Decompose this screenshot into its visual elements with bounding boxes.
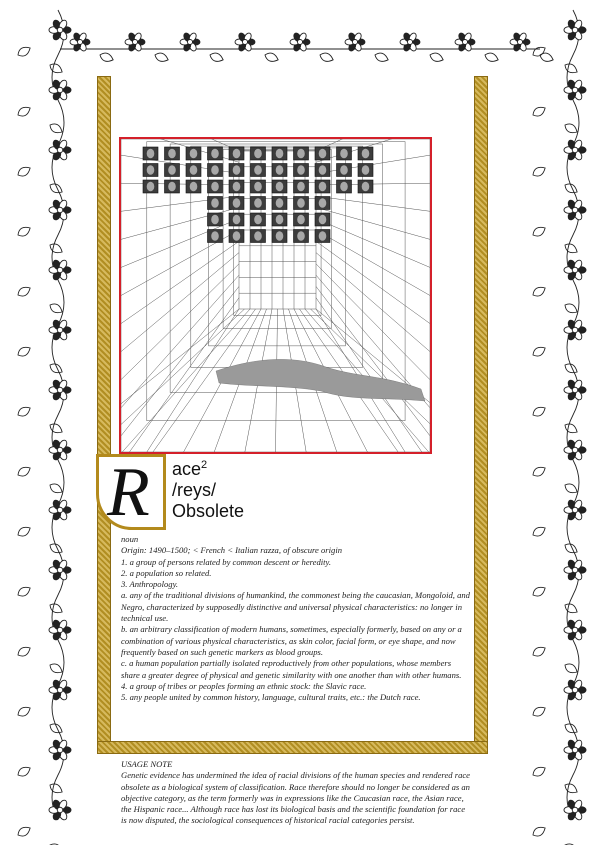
portrait-tile bbox=[358, 180, 373, 193]
leaf-ornament bbox=[48, 122, 64, 136]
leaf-ornament bbox=[563, 602, 579, 616]
leaf-ornament bbox=[429, 51, 445, 63]
leaf-ornament bbox=[16, 105, 32, 119]
usage-note-heading: USAGE NOTE bbox=[121, 759, 173, 769]
portrait-tile bbox=[315, 213, 330, 226]
headword-block bbox=[172, 455, 244, 522]
portrait-tile bbox=[337, 164, 352, 177]
drop-cap-letter: R bbox=[107, 454, 150, 531]
definition-line: 4. a group of tribes or peoples forming an ethnic stock: the Slavic race. bbox=[121, 680, 367, 691]
leaf-ornament bbox=[16, 405, 32, 419]
status-label: Obsolete bbox=[172, 501, 245, 521]
portrait-tile bbox=[294, 197, 309, 210]
leaf-ornament bbox=[531, 45, 547, 59]
portrait-tile bbox=[272, 213, 287, 226]
portrait-tile bbox=[208, 164, 223, 177]
portrait-tile bbox=[294, 230, 309, 243]
leaf-ornament bbox=[531, 765, 547, 779]
leaf-ornament bbox=[531, 405, 547, 419]
leaf-ornament bbox=[539, 51, 555, 63]
leaf-ornament bbox=[563, 362, 579, 376]
part-of-speech: noun bbox=[121, 534, 139, 544]
portrait-tile bbox=[272, 180, 287, 193]
leaf-ornament bbox=[16, 285, 32, 299]
portrait-tile bbox=[272, 147, 287, 160]
definition-line: a. any of the traditional divisions of humankind, the commonest being the caucasian, Mongoloid, and Negro, characterized by supposedly distinctive and universal physical characteristics: no longer in technical use. bbox=[121, 590, 470, 624]
gold-frame-right bbox=[474, 76, 488, 754]
leaf-ornament bbox=[563, 542, 579, 556]
leaf-ornament bbox=[48, 182, 64, 196]
leaf-ornament bbox=[48, 662, 64, 676]
leaf-ornament bbox=[16, 225, 32, 239]
perspective-grid-artwork bbox=[119, 137, 432, 454]
leaf-ornament bbox=[531, 525, 547, 539]
portrait-tile bbox=[143, 147, 158, 160]
leaf-ornament bbox=[531, 345, 547, 359]
definition-line: c. a human population partially isolated reproductively from other populations, whose members share a greater degree of physical and genetic similarity with one another than with other humans. bbox=[121, 658, 462, 680]
headword-superscript: 2 bbox=[201, 459, 208, 471]
leaf-ornament bbox=[531, 585, 547, 599]
flower-ornament bbox=[49, 379, 71, 401]
leaf-ornament bbox=[16, 645, 32, 659]
flower-ornament bbox=[564, 739, 586, 761]
leaf-ornament bbox=[374, 51, 390, 63]
leaf-ornament bbox=[48, 242, 64, 256]
leaf-ornament bbox=[531, 465, 547, 479]
leaf-ornament bbox=[16, 345, 32, 359]
portrait-tile bbox=[208, 147, 223, 160]
portrait-tile bbox=[251, 164, 266, 177]
leaf-ornament bbox=[48, 602, 64, 616]
portrait-tile bbox=[165, 164, 180, 177]
leaf-ornament bbox=[16, 525, 32, 539]
portrait-tile bbox=[186, 147, 201, 160]
leaf-ornament bbox=[531, 105, 547, 119]
portrait-tile bbox=[272, 164, 287, 177]
portrait-tile bbox=[294, 147, 309, 160]
flower-ornament bbox=[49, 739, 71, 761]
headword-line bbox=[172, 455, 244, 480]
portrait-tile bbox=[358, 164, 373, 177]
portrait-tile bbox=[251, 213, 266, 226]
usage-note bbox=[121, 759, 471, 827]
leaf-ornament bbox=[484, 51, 500, 63]
leaf-ornament bbox=[563, 482, 579, 496]
portrait-tile bbox=[337, 180, 352, 193]
portrait-tile bbox=[294, 180, 309, 193]
portrait-tile bbox=[143, 164, 158, 177]
portrait-tile bbox=[315, 230, 330, 243]
pronunciation: /reys/ bbox=[172, 480, 217, 500]
flower-ornament bbox=[49, 199, 71, 221]
portrait-tile bbox=[251, 197, 266, 210]
flower-ornament bbox=[564, 19, 586, 41]
portrait-tile bbox=[186, 164, 201, 177]
flower-ornament bbox=[49, 19, 71, 41]
leaf-ornament bbox=[48, 842, 64, 845]
leaf-ornament bbox=[48, 482, 64, 496]
portrait-tile bbox=[337, 147, 352, 160]
leaf-ornament bbox=[563, 722, 579, 736]
leaf-ornament bbox=[563, 422, 579, 436]
portrait-tile bbox=[294, 164, 309, 177]
leaf-ornament bbox=[563, 62, 579, 76]
leaf-ornament bbox=[48, 422, 64, 436]
leaf-ornament bbox=[563, 782, 579, 796]
leaf-ornament bbox=[209, 51, 225, 63]
leaf-ornament bbox=[16, 465, 32, 479]
usage-note-text: Genetic evidence has undermined the idea of racial divisions of the human species and rendered race obsolete as a biological system of classification. Race therefore should no longer be considered as an objective category, as the term formerly was in expressions like the Caucasian race, the Asian race, the Hispanic race... Although race has lost its biological basis and the scientific foundation for race is now disputed, the sociological consequences of historical racial categories persist. bbox=[121, 770, 470, 826]
leaf-ornament bbox=[531, 285, 547, 299]
leaf-ornament bbox=[16, 825, 32, 839]
flower-ornament bbox=[564, 679, 586, 701]
portrait-tile bbox=[251, 180, 266, 193]
portrait-tile bbox=[165, 180, 180, 193]
definition-line: 1. a group of persons related by common descent or heredity. bbox=[121, 556, 332, 567]
leaf-ornament bbox=[531, 825, 547, 839]
portrait-tile bbox=[229, 213, 244, 226]
leaf-ornament bbox=[154, 51, 170, 63]
leaf-ornament bbox=[99, 51, 115, 63]
portrait-tile bbox=[208, 230, 223, 243]
leaf-ornament bbox=[48, 302, 64, 316]
definition-line: b. an arbitrary classification of modern humans, sometimes, especially formerly, based on any or a combination of various physical characteristics, as skin color, facial form, or eye shape, and now frequently based on such genetic markers as blood groups. bbox=[121, 624, 462, 657]
definition-line: Origin: 1490–1500; < French < Italian razza, of obscure origin bbox=[121, 545, 343, 556]
flower-ornament bbox=[564, 379, 586, 401]
leaf-ornament bbox=[48, 542, 64, 556]
leaf-ornament bbox=[16, 585, 32, 599]
portrait-tile bbox=[358, 147, 373, 160]
portrait-tile bbox=[208, 180, 223, 193]
flower-ornament bbox=[564, 319, 586, 341]
portrait-tile bbox=[272, 230, 287, 243]
leaf-ornament bbox=[48, 722, 64, 736]
portrait-tile bbox=[143, 180, 158, 193]
leaf-ornament bbox=[563, 302, 579, 316]
definition-block bbox=[121, 534, 471, 703]
portrait-tile bbox=[229, 180, 244, 193]
leaf-ornament bbox=[264, 51, 280, 63]
flower-ornament bbox=[564, 499, 586, 521]
definition-line: 3. Anthropology. bbox=[121, 579, 179, 590]
leaf-ornament bbox=[48, 362, 64, 376]
gold-frame-left bbox=[97, 76, 111, 754]
leaf-ornament bbox=[531, 225, 547, 239]
portrait-tile bbox=[229, 230, 244, 243]
leaf-ornament bbox=[531, 705, 547, 719]
flower-ornament bbox=[49, 319, 71, 341]
portrait-tile bbox=[294, 213, 309, 226]
gold-frame-bottom bbox=[97, 741, 488, 754]
leaf-ornament bbox=[48, 62, 64, 76]
drop-cap-frame bbox=[96, 454, 166, 530]
portrait-tile bbox=[208, 213, 223, 226]
portrait-tile bbox=[251, 230, 266, 243]
portrait-tile bbox=[315, 147, 330, 160]
leaf-ornament bbox=[16, 765, 32, 779]
leaf-ornament bbox=[16, 45, 32, 59]
leaf-ornament bbox=[563, 662, 579, 676]
portrait-tile bbox=[229, 197, 244, 210]
leaf-ornament bbox=[531, 165, 547, 179]
flower-ornament bbox=[49, 139, 71, 161]
portrait-tile bbox=[165, 147, 180, 160]
portrait-tile bbox=[315, 164, 330, 177]
leaf-ornament bbox=[563, 242, 579, 256]
definition-line: 2. a population so related. bbox=[121, 567, 212, 578]
portrait-tile bbox=[229, 164, 244, 177]
grid-room-illustration bbox=[121, 139, 430, 452]
leaf-ornament bbox=[563, 122, 579, 136]
portrait-tile bbox=[229, 147, 244, 160]
portrait-tile bbox=[186, 180, 201, 193]
flower-ornament bbox=[49, 679, 71, 701]
leaf-ornament bbox=[16, 705, 32, 719]
portrait-tile bbox=[315, 180, 330, 193]
headword-text: ace bbox=[172, 459, 202, 479]
leaf-ornament bbox=[48, 782, 64, 796]
portrait-tile bbox=[208, 197, 223, 210]
leaf-ornament bbox=[531, 645, 547, 659]
leaf-ornament bbox=[16, 165, 32, 179]
definition-line: 5. any people united by common history, language, cultural traits, etc.: the Dutch race. bbox=[121, 692, 421, 703]
flower-ornament bbox=[564, 199, 586, 221]
portrait-tile bbox=[315, 197, 330, 210]
flower-ornament bbox=[49, 499, 71, 521]
leaf-ornament bbox=[563, 182, 579, 196]
portrait-tile bbox=[251, 147, 266, 160]
flower-ornament bbox=[564, 139, 586, 161]
leaf-ornament bbox=[319, 51, 335, 63]
portrait-tile bbox=[272, 197, 287, 210]
flower-ornament bbox=[49, 559, 71, 581]
flower-ornament bbox=[564, 559, 586, 581]
leaf-ornament bbox=[563, 842, 579, 845]
